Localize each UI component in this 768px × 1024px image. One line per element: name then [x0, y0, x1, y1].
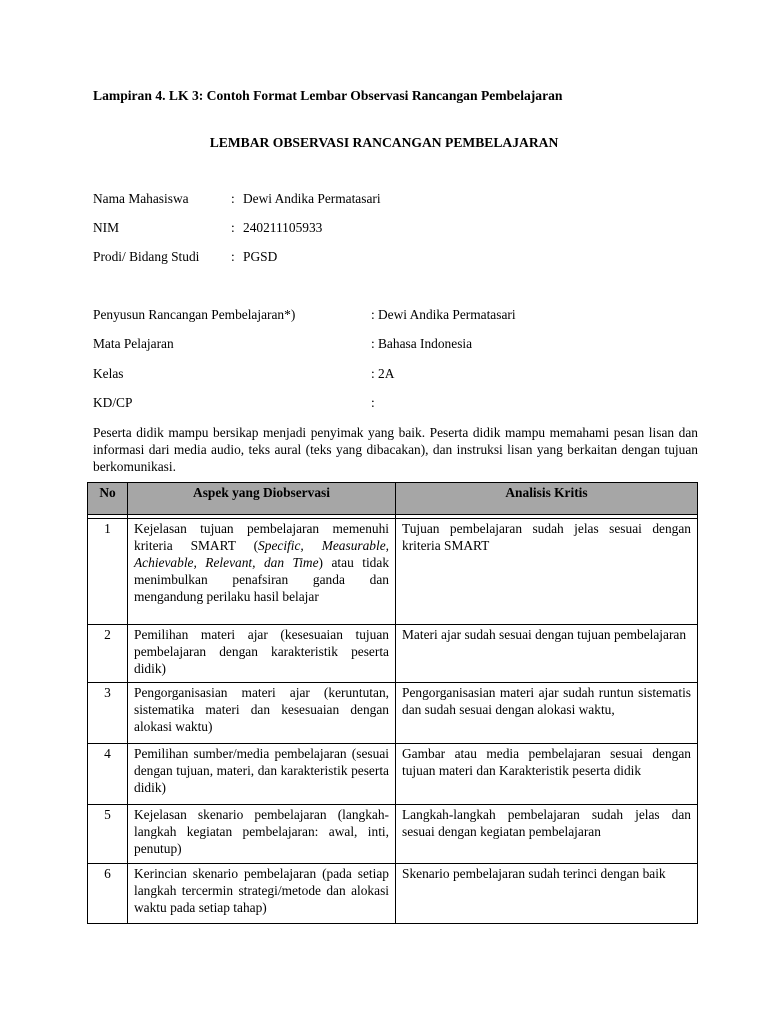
field-separator: : [231, 220, 235, 235]
row-analysis: Tujuan pembelajaran sudah jelas sesuai dengan kriteria SMART [396, 519, 698, 625]
row-aspect [128, 519, 396, 625]
row-number: 6 [88, 864, 128, 924]
student-name-row [93, 191, 493, 209]
field-label: Mata Pelajaran [93, 336, 174, 351]
table-row [88, 519, 698, 625]
header-no: No [88, 483, 128, 515]
student-prodi-row [93, 249, 493, 267]
observation-table [87, 482, 698, 924]
header-aspect: Aspek yang Diobservasi [128, 483, 396, 515]
field-separator: : [371, 336, 375, 351]
plan-subject-row [93, 336, 593, 354]
row-number: 3 [88, 683, 128, 744]
aspect-italic-text: Specific, Measurable, Achievable, Relevant, dan Time [134, 538, 390, 570]
document-caption: Lampiran 4. LK 3: Contoh Format Lembar Observasi Rancangan Pembelajaran [93, 88, 563, 103]
field-label: Nama Mahasiswa [93, 191, 189, 206]
table-row [88, 805, 698, 864]
field-value: Dewi Andika Permatasari [378, 307, 516, 322]
aspect-text: Kejelasan tujuan pembelajaran memenuhi kriteria SMART ( [134, 521, 389, 553]
row-analysis: Langkah-langkah pembelajaran sudah jelas dan sesuai dengan kegiatan pembelajaran [396, 805, 698, 864]
field-label: Kelas [93, 366, 124, 381]
field-value: Dewi Andika Permatasari [243, 191, 381, 206]
field-value: PGSD [243, 249, 278, 264]
document-title: LEMBAR OBSERVASI RANCANGAN PEMBELAJARAN [209, 135, 559, 150]
table-header-row [88, 483, 698, 515]
field-label: KD/CP [93, 395, 133, 410]
student-nim-row [93, 220, 493, 238]
field-value: 240211105933 [243, 220, 323, 235]
row-number: 5 [88, 805, 128, 864]
field-value: 2A [378, 366, 395, 381]
field-label: NIM [93, 220, 120, 235]
row-number: 1 [88, 519, 128, 625]
row-analysis: Skenario pembelajaran sudah terinci dengan baik [396, 864, 698, 924]
field-separator: : [371, 366, 375, 381]
field-value: Bahasa Indonesia [378, 336, 473, 351]
field-label: Penyusun Rancangan Pembelajaran*) [93, 307, 296, 322]
field-label: Prodi/ Bidang Studi [93, 249, 200, 264]
row-analysis: Pengorganisasian materi ajar sudah runtun sistematis dan sudah sesuai dengan alokasi waktu, [396, 683, 698, 744]
table-row [88, 625, 698, 683]
table-row [88, 864, 698, 924]
field-separator: : [231, 191, 235, 206]
row-number: 4 [88, 744, 128, 805]
plan-class-row [93, 366, 593, 384]
field-separator: : [231, 249, 235, 264]
row-analysis: Gambar atau media pembelajaran sesuai dengan tujuan materi dan Karakteristik peserta didik [396, 744, 698, 805]
row-aspect: Pemilihan sumber/media pembelajaran (sesuai dengan tujuan, materi, dan karakteristik peserta didik) [128, 744, 396, 805]
row-aspect: Kerincian skenario pembelajaran (pada setiap langkah tercermin strategi/metode dan alokasi waktu pada setiap tahap) [128, 864, 396, 924]
kd-cp-description: Peserta didik mampu bersikap menjadi penyimak yang baik. Peserta didik mampu memahami pesan lisan dan informasi dari media audio, teks aural (teks yang dibacakan), dan instruksi lisan yang berkaitan dengan tujuan berkomunikasi. [93, 425, 698, 474]
plan-kdcp-row [93, 395, 593, 413]
row-aspect: Pemilihan materi ajar (kesesuaian tujuan pembelajaran dengan karakteristik peserta didik) [128, 625, 396, 683]
field-separator: : [371, 395, 375, 410]
row-aspect: Kejelasan skenario pembelajaran (langkah-langkah kegiatan pembelajaran: awal, inti, penutup) [128, 805, 396, 864]
header-analysis: Analisis Kritis [396, 483, 698, 515]
plan-author-row [93, 307, 593, 325]
row-number: 2 [88, 625, 128, 683]
aspect-text: ) atau tidak menimbulkan penafsiran ganda dan mengandung perilaku hasil belajar [134, 555, 390, 604]
row-analysis: Materi ajar sudah sesuai dengan tujuan pembelajaran [396, 625, 698, 683]
table-row [88, 744, 698, 805]
field-separator: : [371, 307, 375, 322]
row-aspect: Pengorganisasian materi ajar (keruntutan, sistematika materi dan kesesuaian dengan alokasi waktu) [128, 683, 396, 744]
table-row [88, 683, 698, 744]
